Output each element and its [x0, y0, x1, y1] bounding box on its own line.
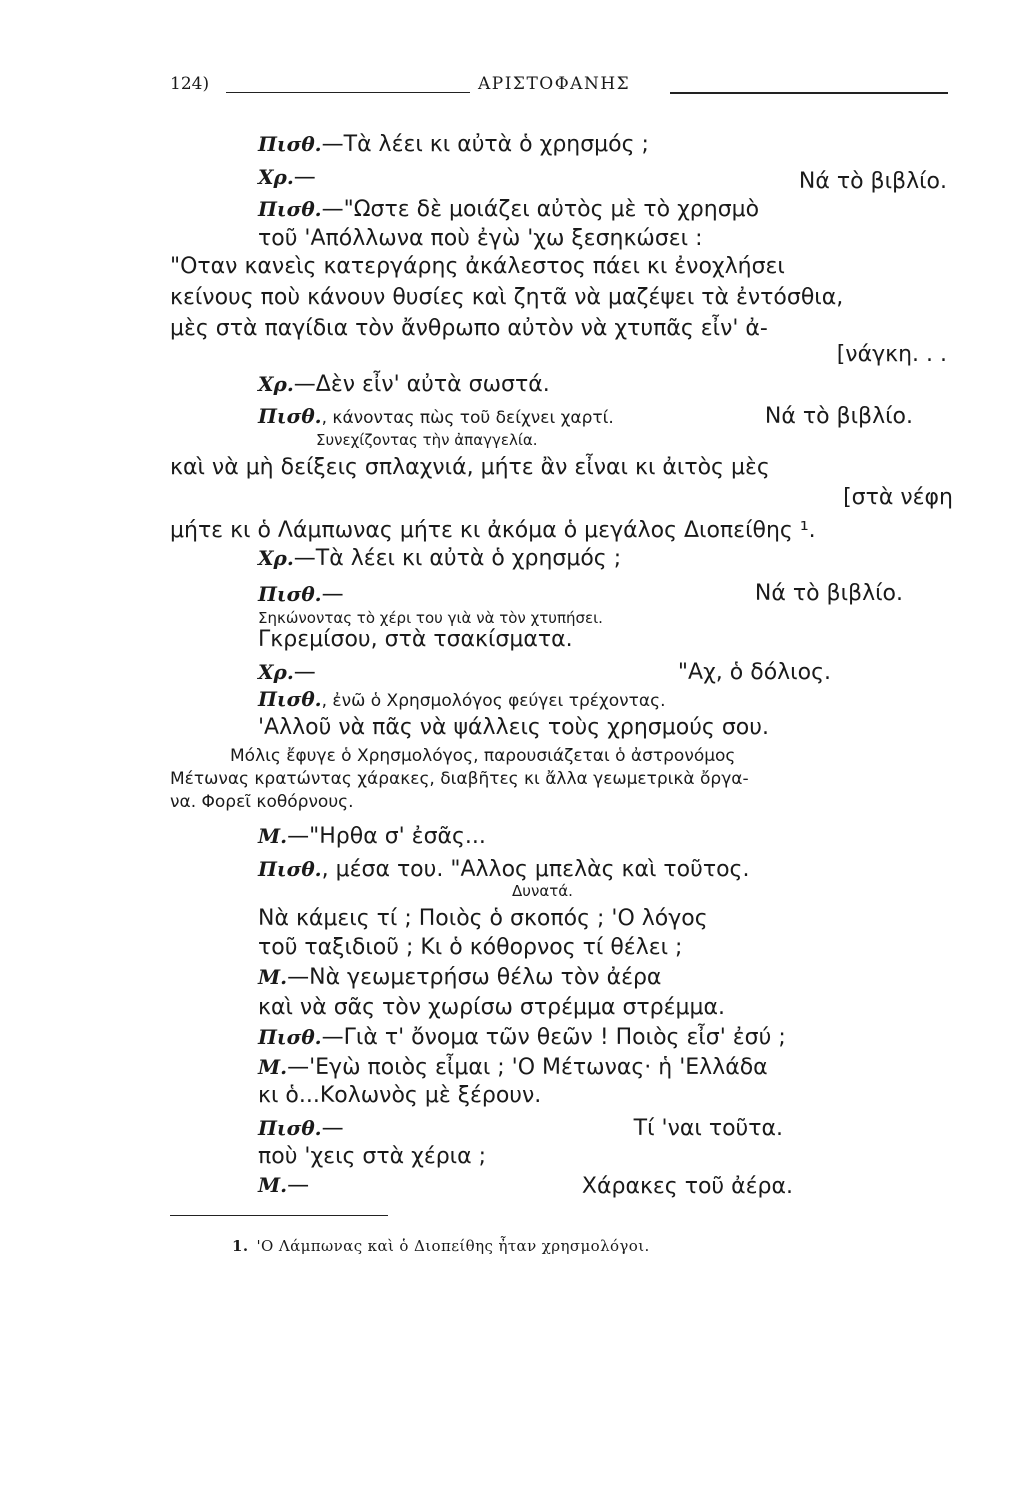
stage-direction: [230, 745, 735, 767]
text-line: [258, 935, 682, 961]
speaker-label: Πισθ.: [258, 582, 322, 606]
stage-direction: [316, 430, 538, 450]
text-line: [258, 1024, 786, 1051]
footnote-rule: [170, 1215, 388, 1216]
stage-direction: [512, 881, 573, 901]
text-line: [258, 1115, 344, 1142]
speaker-label: Χρ.: [258, 372, 294, 396]
text-line: [258, 627, 573, 653]
line-text: κείνους ποὺ κάνουν θυσίες καὶ ζητᾶ νὰ μαζέψει τὰ ἐντόσθια,: [170, 285, 844, 310]
text-line: [258, 715, 769, 741]
text-line: [258, 688, 665, 712]
line-text: 'Αλλοῦ νὰ πᾶς νὰ ψάλλεις τοὺς χρησμούς σου.: [258, 715, 769, 740]
line-text: —: [293, 660, 316, 685]
page-number: 124): [170, 74, 210, 94]
speaker-label: Πισθ.: [258, 132, 322, 156]
speaker-label: Πισθ.: [258, 1116, 322, 1140]
text-line: [258, 1172, 309, 1199]
line-text: —'Εγὼ ποιὸς εἶμαι ; 'Ο Μέτωνας· ἡ 'Ελλάδα: [287, 1055, 768, 1080]
text-line: [170, 455, 770, 481]
line-text: —Γιὰ τ' ὄνομα τῶν θεῶν ! Ποιὸς εἶσ' ἐσύ ;: [321, 1025, 786, 1050]
text-line: [258, 164, 316, 191]
line-right-text: "Αχ, ὁ δόλιος.: [677, 660, 831, 685]
text-line: [258, 995, 725, 1021]
line-right-text: [νάγκη. . .: [836, 342, 947, 367]
line-text: Γκρεμίσου, στὰ τσακίσματα.: [258, 627, 573, 652]
stage-direction: [170, 791, 354, 813]
text-line: [258, 964, 661, 991]
line-text: τοῦ 'Απόλλωνα ποὺ ἐγὼ 'χω ξεσηκώσει :: [258, 226, 703, 251]
line-text: "Οταν κανεὶς κατεργάρης ἀκάλεστος πάει κι ἐνοχλήσει: [170, 254, 785, 279]
text-line: [258, 131, 649, 158]
line-right-text: Χάρακες τοῦ ἀέρα.: [581, 1174, 793, 1199]
line-text: —"Ωστε δὲ μοιάζει αὐτὸς μὲ τὸ χρησμὸ: [321, 197, 760, 222]
line-text: —Τὰ λέει κι αὐτὰ ὁ χρησμός ;: [321, 132, 649, 157]
text-line: [258, 1083, 541, 1109]
line-right-text: Τί 'ναι τοῦτα.: [633, 1116, 783, 1141]
text-line: [258, 1054, 768, 1081]
speaker-label: Μ.: [258, 824, 288, 848]
line-text: —Τὰ λέει κι αὐτὰ ὁ χρησμός ;: [293, 546, 622, 571]
speaker-label: Πισθ.: [258, 1025, 322, 1049]
line-text: Μέτωνας κρατώντας χάρακες, διαβῆτες κι ἄλλα γεωμετρικὰ ὄργα-: [170, 769, 749, 789]
footnote: [232, 1237, 650, 1255]
running-title: ΑΡΙΣΤΟΦΑΝΗΣ: [478, 74, 631, 94]
text-line: [258, 906, 708, 932]
text-line: [258, 226, 703, 252]
header-rule-left: [226, 92, 470, 93]
text-line: [258, 545, 621, 572]
text-line: [170, 518, 816, 544]
speaker-label: Πισθ.: [258, 197, 322, 221]
line-text: τοῦ ταξιδιοῦ ; Κι ὁ κόθορνος τί θέλει ;: [258, 935, 683, 960]
line-text: —: [321, 1116, 344, 1141]
stage-direction: [258, 608, 603, 628]
speaker-label: Πισθ.: [258, 857, 322, 881]
line-text: κι ὁ...Κολωνὸς μὲ ξέρουν.: [258, 1083, 542, 1108]
line-text: Μόλις ἔφυγε ὁ Χρησμολόγος, παρουσιάζεται ὁ ἀστρονόμος: [230, 746, 736, 766]
speaker-label: Πισθ.: [258, 687, 322, 711]
line-right-text: Νά τὸ βιβλίο.: [798, 169, 947, 194]
text-line: [258, 371, 550, 398]
line-text: μὲς στὰ παγίδια τὸν ἄνθρωπο αὐτὸν νὰ χτυπᾶς εἶν' ἀ-: [170, 316, 768, 341]
text-line: [258, 823, 486, 850]
line-text: —Νὰ γεωμετρήσω θέλω τὸν ἀέρα: [287, 965, 662, 990]
line-right-text: Νά τὸ βιβλίο.: [764, 404, 913, 429]
text-line: [258, 659, 316, 686]
line-text: —"Ηρθα σ' ἐσᾶς...: [287, 824, 486, 849]
text-line: [258, 196, 759, 223]
line-text: , μέσα του. "Αλλος μπελὰς καὶ τοῦτος.: [321, 857, 750, 882]
line-text: , κάνοντας πὼς τοῦ δείχνει χαρτί.: [321, 408, 614, 428]
line-text: καὶ νὰ μὴ δείξεις σπλαχνιά, μήτε ἂν εἶναι κι ἀιτὸς μὲς: [170, 455, 770, 480]
line-text: —Δὲν εἶν' αὐτὰ σωστά.: [293, 372, 550, 397]
speaker-label: Χρ.: [258, 660, 294, 684]
line-text: καὶ νὰ σᾶς τὸν χωρίσω στρέμμα στρέμμα.: [258, 995, 725, 1020]
line-right-text: Νά τὸ βιβλίο.: [754, 581, 903, 606]
line-text: —: [287, 1173, 310, 1198]
line-text: Συνεχίζοντας τὴν ἀπαγγελία.: [316, 431, 538, 449]
line-text: να. Φορεῖ κοθόρνους.: [170, 792, 354, 812]
line-text: , ἐνῶ ὁ Χρησμολόγος φεύγει τρέχοντας.: [321, 691, 666, 711]
line-text: Δυνατά.: [512, 882, 573, 900]
speaker-label: Μ.: [258, 1055, 288, 1079]
line-text: ποὺ 'χεις στὰ χέρια ;: [258, 1144, 487, 1169]
text-line: [258, 581, 344, 608]
footnote-number: 1.: [232, 1237, 249, 1255]
text-line: [258, 856, 749, 883]
speaker-label: Μ.: [258, 1173, 288, 1197]
speaker-label: Χρ.: [258, 546, 294, 570]
line-right-text: [στὰ νέφη: [843, 485, 953, 510]
line-text: Νὰ κάμεις τί ; Ποιὸς ὁ σκοπός ; 'Ο λόγος: [258, 906, 708, 931]
line-text: —: [293, 165, 316, 190]
line-text: —: [321, 582, 344, 607]
text-line: [170, 285, 843, 311]
page-header: [170, 72, 950, 98]
text-line: [258, 1144, 486, 1170]
text-line: [170, 254, 785, 280]
text-line: [170, 316, 768, 342]
line-text: μήτε κι ὁ Λάμπωνας μήτε κι ἀκόμα ὁ μεγάλος Διοπείθης ¹.: [170, 518, 816, 543]
stage-direction: [170, 768, 749, 790]
speaker-label: Μ.: [258, 965, 288, 989]
speaker-label: Χρ.: [258, 165, 294, 189]
text-line: [258, 405, 614, 429]
footnote-text: 'Ο Λάμπωνας καὶ ὁ Διοπείθης ἦταν χρησμολόγοι.: [256, 1237, 650, 1255]
speaker-label: Πισθ.: [258, 404, 322, 428]
header-rule-right: [670, 92, 948, 94]
line-text: Σηκώνοντας τὸ χέρι του γιὰ νὰ τὸν χτυπήσει.: [258, 609, 603, 627]
